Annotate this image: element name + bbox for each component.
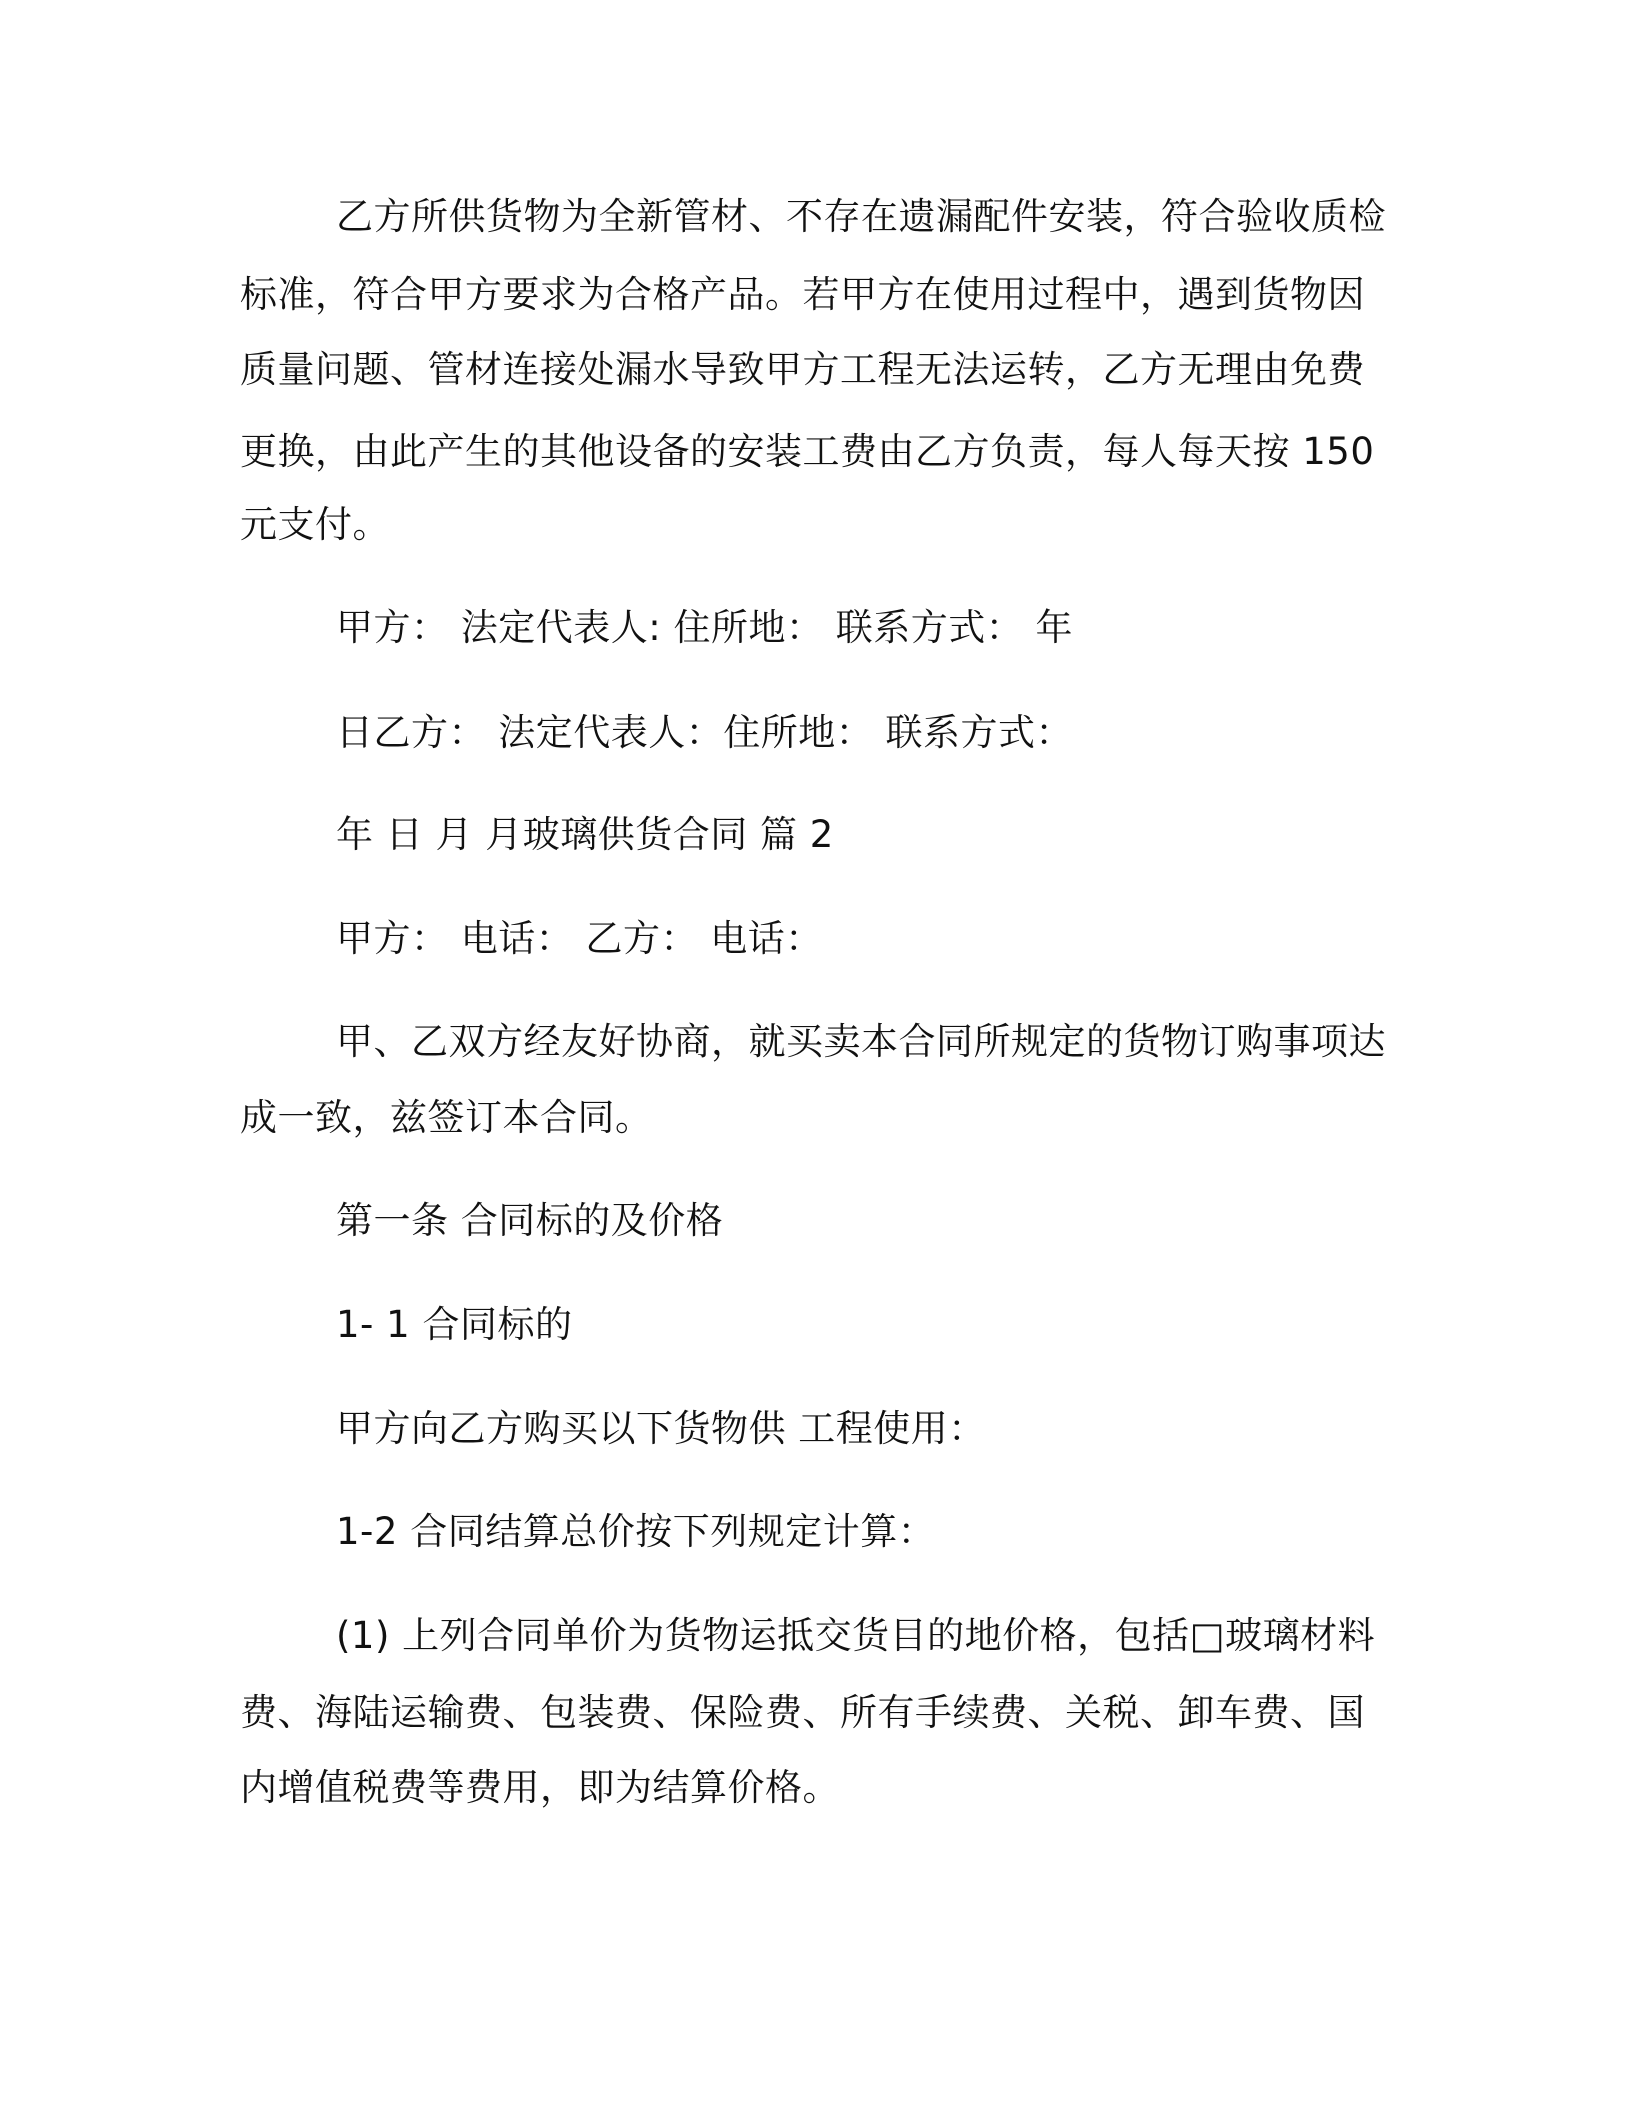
paragraph-line: 质量问题、管材连接处漏水导致甲方工程无法运转，乙方无理由免费 <box>240 348 1365 391</box>
paragraph-line: (1) 上列合同单价为货物运抵交货目的地价格，包括□玻璃材料 <box>336 1614 1376 1657</box>
section-heading: 1- 1 合同标的 <box>336 1303 573 1346</box>
paragraph-line: 费、海陆运输费、包装费、保险费、所有手续费、关税、卸车费、国 <box>240 1691 1365 1734</box>
contract-heading: 年 日 月 月玻璃供货合同 篇 2 <box>336 813 834 856</box>
paragraph-line: 标准，符合甲方要求为合格产品。若甲方在使用过程中，遇到货物因 <box>240 273 1365 316</box>
paragraph-line: 甲、乙双方经友好协商，就买卖本合同所规定的货物订购事项达 <box>336 1020 1386 1063</box>
signature-party-a-line: 甲方： 法定代表人: 住所地： 联系方式： 年 <box>336 606 1074 649</box>
paragraph-line: 乙方所供货物为全新管材、不存在遗漏配件安装，符合验收质检 <box>336 195 1386 238</box>
signature-party-b-line: 日乙方： 法定代表人：住所地： 联系方式： <box>336 711 1074 754</box>
parties-phone-line: 甲方： 电话： 乙方： 电话： <box>336 917 823 960</box>
paragraph-line: 甲方向乙方购买以下货物供 工程使用： <box>336 1407 986 1450</box>
section-heading: 1-2 合同结算总价按下列规定计算： <box>336 1510 936 1553</box>
article-title: 第一条 合同标的及价格 <box>336 1199 724 1242</box>
paragraph-line: 更换，由此产生的其他设备的安装工费由乙方负责，每人每天按 150 <box>240 430 1375 473</box>
paragraph-line: 成一致，兹签订本合同。 <box>240 1096 653 1139</box>
paragraph-line: 元支付。 <box>240 503 390 546</box>
paragraph-line: 内增值税费等费用，即为结算价格。 <box>240 1766 840 1809</box>
